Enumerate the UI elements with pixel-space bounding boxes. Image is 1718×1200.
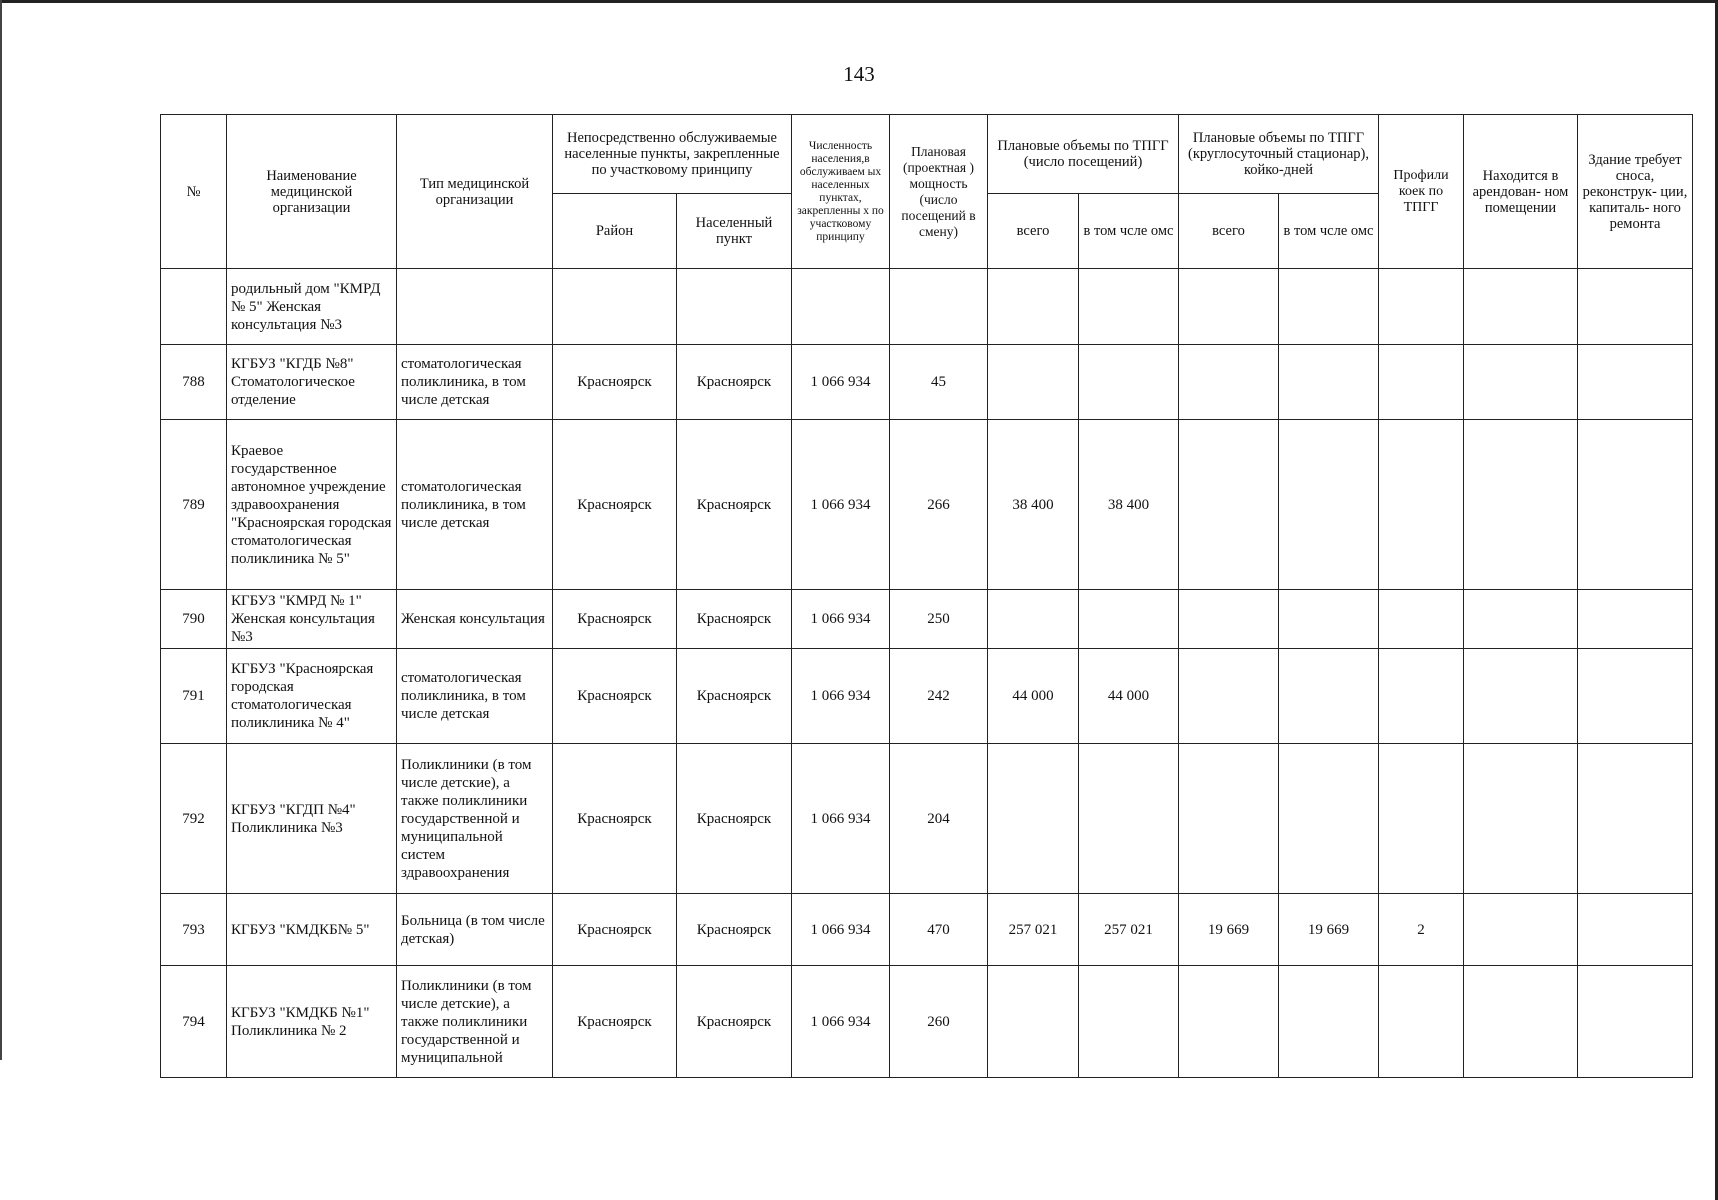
header-rented: Находится в арендован- ном помещении	[1464, 115, 1578, 269]
cell-visits-oms	[1079, 590, 1179, 649]
cell-settlement: Красноярск	[677, 345, 792, 420]
cell-district: Красноярск	[553, 744, 677, 894]
cell-visits-oms	[1079, 269, 1179, 345]
header-capacity: Плановая (проектная ) мощность (число посещений в смену)	[890, 115, 988, 269]
cell-visits-oms	[1079, 744, 1179, 894]
cell-district: Красноярск	[553, 345, 677, 420]
cell-type: Женская консультация	[397, 590, 553, 649]
cell-rented	[1464, 590, 1578, 649]
header-served-settlements: Непосредственно обслуживаемые населенные пункты, закрепленные по участковому принципу	[553, 115, 792, 194]
table-row	[161, 345, 1693, 420]
cell-name: КГБУЗ "КГДБ №8" Стоматологическое отделение	[227, 345, 397, 420]
cell-num: 790	[161, 590, 227, 649]
cell-beds-oms	[1279, 420, 1379, 590]
header-visits-oms: в том чсле омс	[1079, 194, 1179, 269]
cell-building	[1578, 345, 1693, 420]
table-row	[161, 894, 1693, 966]
cell-settlement: Красноярск	[677, 966, 792, 1078]
cell-name: КГБУЗ "Красноярская городская стоматологическая поликлиника № 4"	[227, 649, 397, 744]
cell-beds-total	[1179, 590, 1279, 649]
cell-capacity: 45	[890, 345, 988, 420]
cell-population: 1 066 934	[792, 420, 890, 590]
cell-profiles	[1379, 345, 1464, 420]
cell-beds-oms: 19 669	[1279, 894, 1379, 966]
cell-type: Поликлиники (в том числе детские), а также поликлиники государственной и муниципальной	[397, 966, 553, 1078]
cell-capacity: 242	[890, 649, 988, 744]
cell-visits-total	[988, 590, 1079, 649]
cell-profiles	[1379, 966, 1464, 1078]
cell-num: 789	[161, 420, 227, 590]
cell-capacity: 260	[890, 966, 988, 1078]
medical-organizations-table	[160, 114, 1693, 1078]
table-row	[161, 590, 1693, 649]
table-header	[161, 115, 1693, 269]
cell-district: Красноярск	[553, 420, 677, 590]
cell-capacity: 470	[890, 894, 988, 966]
table-row	[161, 420, 1693, 590]
scan-edge-left	[0, 0, 2, 1060]
cell-type: стоматологическая поликлиника, в том числе детская	[397, 345, 553, 420]
cell-profiles	[1379, 269, 1464, 345]
cell-building	[1578, 966, 1693, 1078]
header-building-condition: Здание требует сноса, реконструк- ции, капиталь- ного ремонта	[1578, 115, 1693, 269]
scan-edge-top	[0, 0, 1718, 3]
cell-rented	[1464, 345, 1578, 420]
table-row	[161, 744, 1693, 894]
cell-num: 794	[161, 966, 227, 1078]
cell-population: 1 066 934	[792, 894, 890, 966]
table-row	[161, 966, 1693, 1078]
cell-rented	[1464, 420, 1578, 590]
cell-num: 792	[161, 744, 227, 894]
cell-profiles	[1379, 649, 1464, 744]
cell-visits-total: 38 400	[988, 420, 1079, 590]
cell-type: Поликлиники (в том числе детские), а также поликлиники государственной и муниципальной систем здравоохранения	[397, 744, 553, 894]
cell-population: 1 066 934	[792, 744, 890, 894]
cell-visits-oms: 44 000	[1079, 649, 1179, 744]
header-district: Район	[553, 194, 677, 269]
cell-visits-total: 257 021	[988, 894, 1079, 966]
cell-profiles: 2	[1379, 894, 1464, 966]
cell-beds-oms	[1279, 744, 1379, 894]
header-settlement: Населенный пункт	[677, 194, 792, 269]
table-row	[161, 269, 1693, 345]
cell-type: стоматологическая поликлиника, в том числе детская	[397, 649, 553, 744]
cell-num: 788	[161, 345, 227, 420]
cell-type: Больница (в том числе детская)	[397, 894, 553, 966]
cell-beds-total: 19 669	[1179, 894, 1279, 966]
cell-profiles	[1379, 590, 1464, 649]
cell-district: Красноярск	[553, 590, 677, 649]
cell-population	[792, 269, 890, 345]
cell-visits-total	[988, 345, 1079, 420]
cell-beds-total	[1179, 420, 1279, 590]
cell-building	[1578, 420, 1693, 590]
cell-settlement: Красноярск	[677, 420, 792, 590]
cell-beds-oms	[1279, 269, 1379, 345]
cell-capacity	[890, 269, 988, 345]
cell-building	[1578, 269, 1693, 345]
cell-num	[161, 269, 227, 345]
cell-visits-oms	[1079, 966, 1179, 1078]
cell-district	[553, 269, 677, 345]
table-row	[161, 649, 1693, 744]
cell-profiles	[1379, 744, 1464, 894]
cell-capacity: 250	[890, 590, 988, 649]
cell-district: Красноярск	[553, 966, 677, 1078]
cell-settlement: Красноярск	[677, 590, 792, 649]
cell-capacity: 204	[890, 744, 988, 894]
header-type: Тип медицинской организации	[397, 115, 553, 269]
cell-beds-total	[1179, 966, 1279, 1078]
cell-capacity: 266	[890, 420, 988, 590]
cell-building	[1578, 590, 1693, 649]
cell-visits-oms: 38 400	[1079, 420, 1179, 590]
cell-visits-total	[988, 744, 1079, 894]
cell-num: 791	[161, 649, 227, 744]
cell-visits-oms	[1079, 345, 1179, 420]
cell-name: КГБУЗ "КМРД № 1" Женская консультация №3	[227, 590, 397, 649]
cell-population: 1 066 934	[792, 649, 890, 744]
cell-visits-oms: 257 021	[1079, 894, 1179, 966]
cell-name: Краевое государственное автономное учреждение здравоохранения "Красноярская городская стоматологическая поликлиника № 5"	[227, 420, 397, 590]
cell-district: Красноярск	[553, 649, 677, 744]
table-body	[161, 269, 1693, 1078]
cell-rented	[1464, 894, 1578, 966]
cell-rented	[1464, 966, 1578, 1078]
cell-profiles	[1379, 420, 1464, 590]
cell-district: Красноярск	[553, 894, 677, 966]
header-population: Численность населения,в обслуживаем ых населенных пунктах, закрепленны х по участковому принципу	[792, 115, 890, 269]
cell-name: КГБУЗ "КМДКБ№ 5"	[227, 894, 397, 966]
cell-settlement: Красноярск	[677, 744, 792, 894]
cell-visits-total: 44 000	[988, 649, 1079, 744]
cell-building	[1578, 894, 1693, 966]
cell-beds-oms	[1279, 649, 1379, 744]
cell-rented	[1464, 744, 1578, 894]
cell-beds-total	[1179, 744, 1279, 894]
cell-type: стоматологическая поликлиника, в том числе детская	[397, 420, 553, 590]
cell-building	[1578, 744, 1693, 894]
header-beds-total: всего	[1179, 194, 1279, 269]
cell-beds-total	[1179, 345, 1279, 420]
header-beds-oms: в том чсле омс	[1279, 194, 1379, 269]
cell-settlement: Красноярск	[677, 894, 792, 966]
header-planned-bed-days: Плановые объемы по ТПГГ (круглосуточный стационар), койко-дней	[1179, 115, 1379, 194]
cell-beds-total	[1179, 269, 1279, 345]
cell-population: 1 066 934	[792, 966, 890, 1078]
cell-settlement: Красноярск	[677, 649, 792, 744]
page-number: 143	[843, 62, 875, 86]
header-bed-profiles: Профили коек по ТПГГ	[1379, 115, 1464, 269]
cell-settlement	[677, 269, 792, 345]
cell-name: КГБУЗ "КГДП №4" Поликлиника №3	[227, 744, 397, 894]
cell-visits-total	[988, 966, 1079, 1078]
cell-rented	[1464, 269, 1578, 345]
cell-population: 1 066 934	[792, 345, 890, 420]
cell-beds-oms	[1279, 966, 1379, 1078]
cell-visits-total	[988, 269, 1079, 345]
header-visits-total: всего	[988, 194, 1079, 269]
cell-building	[1578, 649, 1693, 744]
header-planned-visits: Плановые объемы по ТПГГ (число посещений)	[988, 115, 1179, 194]
cell-type	[397, 269, 553, 345]
cell-name: родильный дом "КМРД № 5" Женская консультация №3	[227, 269, 397, 345]
header-name: Наименование медицинской организации	[227, 115, 397, 269]
cell-name: КГБУЗ "КМДКБ №1" Поликлиника № 2	[227, 966, 397, 1078]
cell-num: 793	[161, 894, 227, 966]
cell-beds-oms	[1279, 590, 1379, 649]
cell-rented	[1464, 649, 1578, 744]
cell-population: 1 066 934	[792, 590, 890, 649]
cell-beds-oms	[1279, 345, 1379, 420]
cell-beds-total	[1179, 649, 1279, 744]
header-num: №	[161, 115, 227, 269]
